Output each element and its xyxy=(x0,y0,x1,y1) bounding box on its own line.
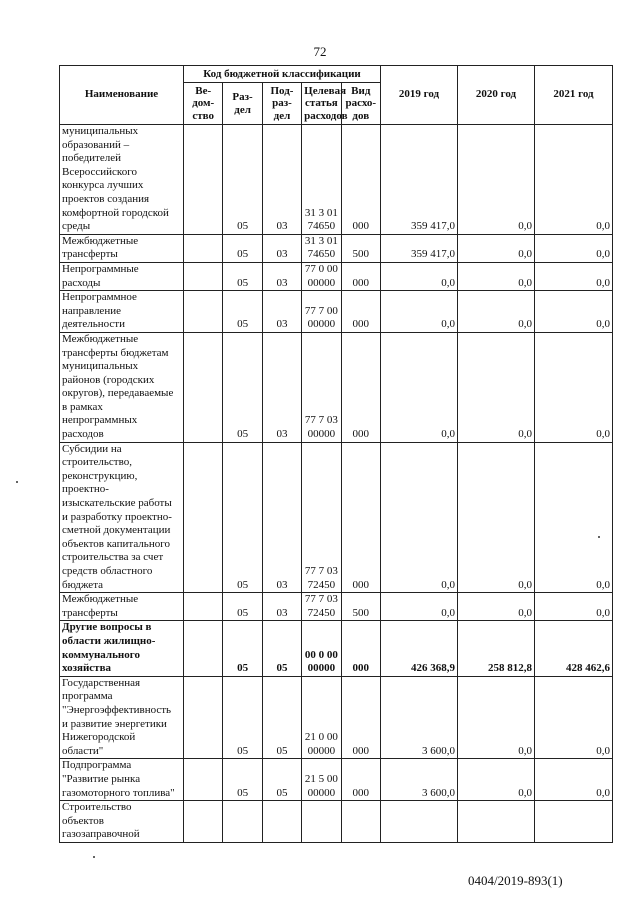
name-line: хозяйства xyxy=(62,662,112,675)
cell-expense-type: 000 xyxy=(341,621,380,676)
cell-razdel: 05 xyxy=(223,442,262,593)
cell-razdel: 05 xyxy=(223,332,262,442)
cell-2020: 0,0 xyxy=(458,262,535,290)
name-line: Непрограммные xyxy=(62,262,139,275)
cell-razdel: 05 xyxy=(223,593,262,621)
name-line: объектов капитального xyxy=(62,537,170,550)
cell-2021: 0,0 xyxy=(535,125,613,235)
budget-table xyxy=(59,65,613,843)
cell-2020: 0,0 xyxy=(458,234,535,262)
cell-razdel: 05 xyxy=(223,262,262,290)
cell-razdel xyxy=(223,801,262,843)
cell-2020 xyxy=(458,801,535,843)
name-line: Межбюджетные xyxy=(62,332,139,345)
cell-target-article xyxy=(302,801,341,843)
header-ved: Ве- дом- ство xyxy=(184,83,223,125)
header-expense-type: Вид расхо- дов xyxy=(341,83,380,125)
cell-expense-type: 000 xyxy=(341,759,380,801)
page-number: 72 xyxy=(313,44,327,59)
table-row xyxy=(60,332,613,442)
cell-name xyxy=(60,125,184,235)
cell-2021: 0,0 xyxy=(535,234,613,262)
cell-2020: 0,0 xyxy=(458,676,535,759)
table-row xyxy=(60,262,613,290)
name-line: Межбюджетные xyxy=(62,593,139,606)
name-line: конкурса лучших xyxy=(62,179,144,192)
cell-target-article: 31 3 01 74650 xyxy=(302,125,341,235)
table-row xyxy=(60,125,613,235)
name-line: трансферты xyxy=(62,606,118,619)
cell-2021: 0,0 xyxy=(535,676,613,759)
table-row xyxy=(60,291,613,333)
cell-expense-type: 000 xyxy=(341,262,380,290)
cell-ved xyxy=(184,676,223,759)
cell-2019: 0,0 xyxy=(381,593,458,621)
header-target-article: Целевая статья расходов xyxy=(302,83,341,125)
name-line: объектов xyxy=(62,814,104,827)
cell-razdel: 05 xyxy=(223,621,262,676)
name-line: средств областного xyxy=(62,565,153,577)
cell-podrazdel: 05 xyxy=(262,759,301,801)
cell-razdel: 05 xyxy=(223,291,262,333)
cell-target-article: 77 7 00 00000 xyxy=(302,291,341,333)
name-line: Государственная xyxy=(62,676,141,689)
header-classification-code: Код бюджетной классификации xyxy=(184,66,381,83)
cell-2019: 0,0 xyxy=(381,262,458,290)
name-line: округов), передаваемые xyxy=(62,387,174,400)
header-year-2019: 2019 год xyxy=(381,66,458,125)
cell-2020: 0,0 xyxy=(458,291,535,333)
cell-name xyxy=(60,801,184,843)
cell-name xyxy=(60,676,184,759)
cell-name xyxy=(60,621,184,676)
cell-2019: 0,0 xyxy=(381,291,458,333)
cell-podrazdel: 03 xyxy=(262,125,301,235)
cell-target-article: 77 7 03 72450 xyxy=(302,593,341,621)
name-line: бюджета xyxy=(62,578,104,591)
cell-podrazdel: 03 xyxy=(262,332,301,442)
table-row xyxy=(60,234,613,262)
name-line: Строительство xyxy=(62,801,132,814)
name-line: в рамках xyxy=(62,400,103,413)
cell-ved xyxy=(184,125,223,235)
header-year-2021: 2021 год xyxy=(535,66,613,125)
name-line: "Энергоэффективность xyxy=(62,703,172,716)
cell-name xyxy=(60,332,184,442)
name-line: расходов xyxy=(62,428,104,441)
name-line: области жилищно- xyxy=(62,634,156,647)
table-row xyxy=(60,442,613,593)
cell-2020: 0,0 xyxy=(458,125,535,235)
cell-target-article: 77 0 00 00000 xyxy=(302,262,341,290)
table-row xyxy=(60,593,613,621)
cell-target-article: 21 5 00 00000 xyxy=(302,759,341,801)
cell-2019: 359 417,0 xyxy=(381,234,458,262)
cell-podrazdel: 03 xyxy=(262,234,301,262)
name-line: среды xyxy=(62,220,91,233)
name-line: Подпрограмма xyxy=(62,759,132,772)
cell-ved xyxy=(184,759,223,801)
cell-ved xyxy=(184,442,223,593)
name-line: сметной документации xyxy=(62,524,171,537)
cell-2019: 0,0 xyxy=(381,332,458,442)
cell-expense-type: 000 xyxy=(341,125,380,235)
cell-2019: 426 368,9 xyxy=(381,621,458,676)
name-line: Другие вопросы в xyxy=(62,621,152,634)
scan-speck xyxy=(16,481,18,483)
name-line: программа xyxy=(62,690,113,703)
cell-podrazdel: 03 xyxy=(262,442,301,593)
name-line: непрограммных xyxy=(62,414,138,427)
cell-2019: 0,0 xyxy=(381,442,458,593)
cell-ved xyxy=(184,621,223,676)
cell-podrazdel: 05 xyxy=(262,676,301,759)
cell-2021: 0,0 xyxy=(535,332,613,442)
cell-expense-type: 000 xyxy=(341,442,380,593)
name-line: области" xyxy=(62,744,104,757)
table-row xyxy=(60,621,613,676)
cell-name xyxy=(60,593,184,621)
cell-name xyxy=(60,759,184,801)
cell-expense-type: 500 xyxy=(341,234,380,262)
cell-podrazdel: 03 xyxy=(262,593,301,621)
cell-razdel: 05 xyxy=(223,759,262,801)
header-razdel: Раз- дел xyxy=(223,83,262,125)
cell-2021: 0,0 xyxy=(535,291,613,333)
name-line: Межбюджетные xyxy=(62,234,139,247)
header-name: Наименование xyxy=(60,66,184,125)
name-line: комфортной городской xyxy=(62,206,169,219)
cell-2020: 0,0 xyxy=(458,332,535,442)
cell-2021: 0,0 xyxy=(535,759,613,801)
table-body xyxy=(60,125,613,843)
cell-name xyxy=(60,291,184,333)
scan-speck xyxy=(598,536,600,538)
cell-podrazdel: 05 xyxy=(262,621,301,676)
cell-podrazdel: 03 xyxy=(262,262,301,290)
name-line: газозаправочной xyxy=(62,828,140,841)
cell-expense-type: 500 xyxy=(341,593,380,621)
table-row xyxy=(60,801,613,843)
header-year-2020: 2020 год xyxy=(458,66,535,125)
table-header xyxy=(60,66,613,125)
cell-2020: 0,0 xyxy=(458,442,535,593)
name-line: направление xyxy=(62,304,121,317)
name-line: деятельности xyxy=(62,318,125,331)
document-code: 0404/2019-893(1) xyxy=(468,873,563,888)
cell-name xyxy=(60,234,184,262)
name-line: Нижегородской xyxy=(62,731,136,744)
cell-2021: 0,0 xyxy=(535,593,613,621)
name-line: расходы xyxy=(62,276,101,289)
cell-expense-type: 000 xyxy=(341,332,380,442)
cell-expense-type: 000 xyxy=(341,676,380,759)
cell-razdel: 05 xyxy=(223,676,262,759)
table-row xyxy=(60,759,613,801)
header-podrazdel: Под- раз- дел xyxy=(262,83,301,125)
cell-2021: 428 462,6 xyxy=(535,621,613,676)
name-line: изыскательские работы xyxy=(62,497,172,510)
scan-speck xyxy=(93,856,95,858)
name-line: коммунального xyxy=(62,648,140,661)
cell-razdel: 05 xyxy=(223,234,262,262)
name-line: Субсидии на xyxy=(62,442,122,455)
cell-name xyxy=(60,262,184,290)
cell-target-article: 00 0 00 00000 xyxy=(302,621,341,676)
name-line: трансферты бюджетам xyxy=(62,346,169,359)
name-line: и разработку проектно- xyxy=(62,510,172,523)
cell-ved xyxy=(184,332,223,442)
name-line: муниципальных xyxy=(62,360,139,373)
cell-2021: 0,0 xyxy=(535,442,613,593)
cell-podrazdel xyxy=(262,801,301,843)
cell-razdel: 05 xyxy=(223,125,262,235)
name-line: строительство, xyxy=(62,456,132,469)
name-line: проектно- xyxy=(62,483,109,496)
cell-ved xyxy=(184,291,223,333)
cell-target-article: 77 7 03 72450 xyxy=(302,442,341,593)
name-line: Всероссийского xyxy=(62,165,137,178)
cell-2021: 0,0 xyxy=(535,262,613,290)
name-line: строительства за счет xyxy=(62,551,164,564)
cell-2020: 258 812,8 xyxy=(458,621,535,676)
cell-2020: 0,0 xyxy=(458,593,535,621)
name-line: районов (городских xyxy=(62,373,155,386)
cell-2019: 3 600,0 xyxy=(381,676,458,759)
cell-target-article: 77 7 03 00000 xyxy=(302,332,341,442)
name-line: "Развитие рынка xyxy=(62,772,141,785)
cell-ved xyxy=(184,801,223,843)
name-line: газомоторного топлива" xyxy=(62,786,175,799)
cell-ved xyxy=(184,234,223,262)
name-line: трансферты xyxy=(62,248,118,261)
cell-2021 xyxy=(535,801,613,843)
name-line: образований – xyxy=(62,138,130,151)
cell-ved xyxy=(184,593,223,621)
name-line: и развитие энергетики xyxy=(62,717,167,730)
cell-target-article: 21 0 00 00000 xyxy=(302,676,341,759)
cell-2019 xyxy=(381,801,458,843)
cell-2020: 0,0 xyxy=(458,759,535,801)
table-row xyxy=(60,676,613,759)
name-line: муниципальных xyxy=(62,125,139,137)
name-line: победителей xyxy=(62,152,122,165)
name-line: Непрограммное xyxy=(62,291,137,304)
cell-2019: 3 600,0 xyxy=(381,759,458,801)
cell-2019: 359 417,0 xyxy=(381,125,458,235)
cell-expense-type: 000 xyxy=(341,291,380,333)
cell-target-article: 31 3 01 74650 xyxy=(302,234,341,262)
cell-name xyxy=(60,442,184,593)
cell-ved xyxy=(184,262,223,290)
name-line: реконструкцию, xyxy=(62,469,138,482)
cell-expense-type xyxy=(341,801,380,843)
cell-podrazdel: 03 xyxy=(262,291,301,333)
name-line: проектов создания xyxy=(62,192,150,205)
